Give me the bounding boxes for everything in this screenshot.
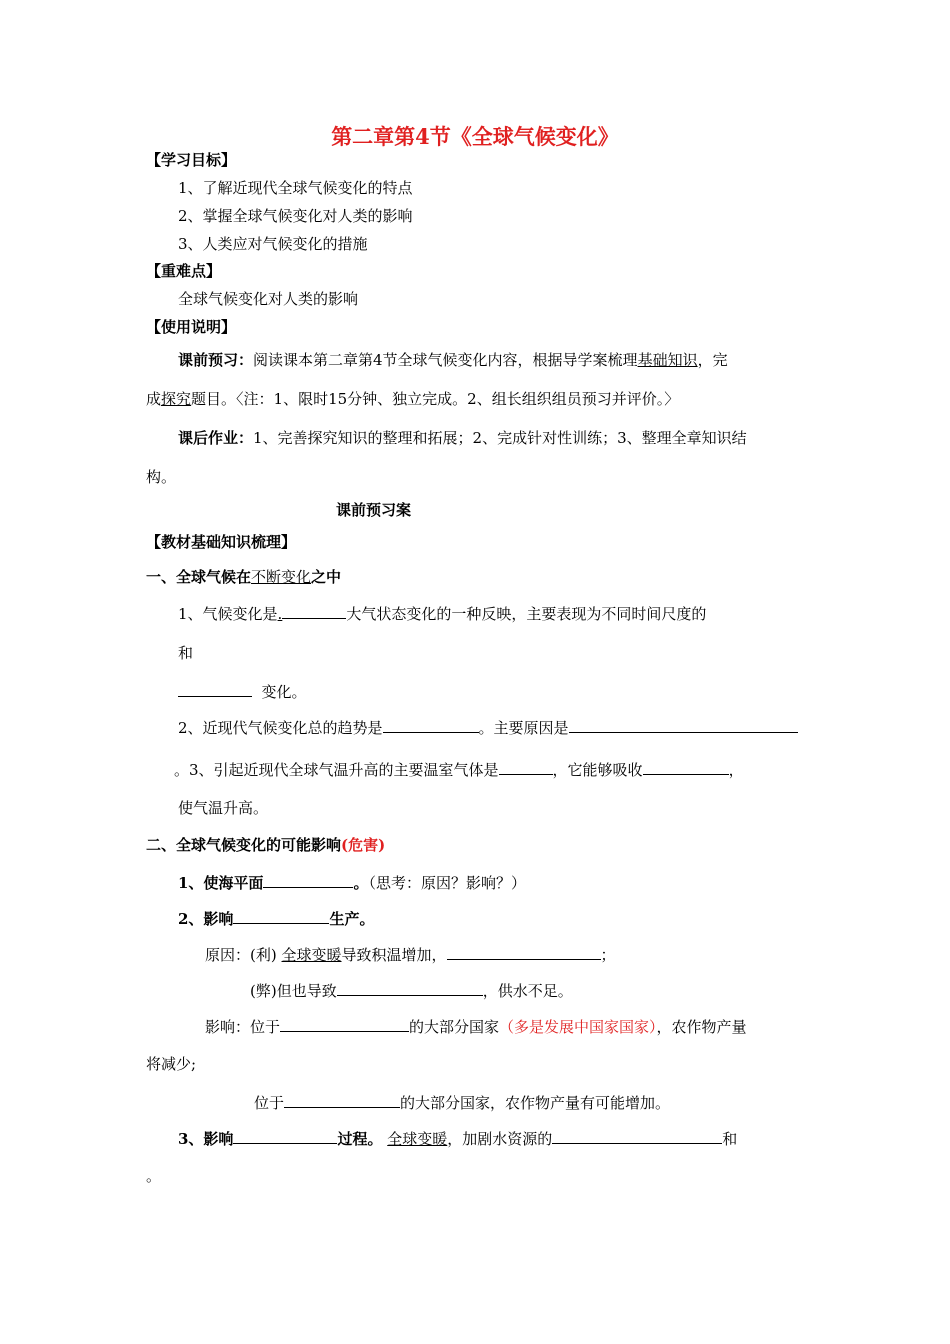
cause-text: ； [600, 946, 616, 964]
effect-text: 的大部分国家 [409, 1018, 500, 1036]
effect-text: ，农作物产量 [656, 1018, 747, 1036]
question-3 [174, 759, 744, 780]
impact-3-underlined: 全球变暖 [387, 1130, 448, 1148]
cause-text: 原因：(利) [205, 946, 277, 964]
blank-field[interactable] [643, 759, 729, 775]
blank-field[interactable] [263, 872, 353, 888]
homework-text: 1、完善探究知识的整理和拓展；2、完成针对性训练；3、整理全章知识结 [253, 429, 747, 447]
q3-text: ， [728, 761, 744, 779]
impact-2-text: 生产。 [329, 910, 375, 928]
homework-line [178, 428, 747, 448]
blank-field[interactable] [447, 944, 601, 960]
blank-field[interactable] [233, 908, 329, 924]
cause-pro [205, 944, 616, 965]
impact-3-text: ，加剧水资源的 [447, 1130, 553, 1148]
section2-heading [146, 835, 385, 855]
pre-study-text: 阅读课本第二章第4节全球气候变化内容，根据导学案梳理 [253, 351, 638, 369]
question-2 [178, 717, 798, 738]
pre-study-text: ，完 [697, 351, 728, 369]
q1-text: 变化。 [261, 683, 307, 701]
blank-field[interactable] [233, 1128, 337, 1144]
goals-heading: 【学习目标】 [146, 151, 237, 169]
blank-field[interactable] [280, 1016, 409, 1032]
blank-field[interactable] [337, 980, 483, 996]
cause-text: (弊)但也导致 [250, 982, 337, 1000]
impact-1-text: 。 [353, 874, 369, 892]
q1-text: 大气状态变化的一种反映，主要表现为不同时间尺度的 [346, 605, 707, 623]
q1-text: 1、气候变化是 [178, 605, 278, 623]
effect-text: 的大部分国家，农作物产量有可能增加。 [400, 1094, 671, 1112]
pre-study-text: 成 [146, 390, 162, 408]
q3-end: 使气温升高。 [178, 799, 269, 817]
blank-field[interactable] [569, 717, 798, 733]
impact-2-text: 2、影响 [178, 910, 234, 928]
q1-dot: . [277, 605, 283, 623]
section1-heading-text: 一、全球气候在 [146, 568, 252, 586]
page-title: 第二章第4节《全球气候变化》 [331, 124, 619, 149]
goal-item: 3、人类应对气候变化的措施 [178, 235, 368, 253]
cause-text: 导致积温增加， [341, 946, 447, 964]
section1-heading [146, 567, 341, 587]
effect-red-note: （多是发展中国家国家） [499, 1018, 657, 1036]
homework-label: 课后作业： [178, 429, 254, 447]
section2-heading-text: 二、全球气候变化的可能影响 [146, 836, 342, 854]
section1-heading-text: 之中 [311, 568, 342, 586]
q2-text: 。主要原因是 [478, 719, 569, 737]
blank-field[interactable] [178, 681, 252, 697]
usage-heading: 【使用说明】 [146, 318, 237, 336]
blank-field[interactable] [383, 717, 479, 733]
effect-text: 位于 [254, 1094, 285, 1112]
section1-heading-underlined: 不断变化 [251, 568, 312, 586]
blank-field[interactable] [552, 1128, 722, 1144]
cause-underlined: 全球变暖 [281, 946, 342, 964]
homework-line-2: 构。 [146, 468, 177, 486]
question-1 [178, 603, 706, 624]
pre-study-line [178, 350, 728, 370]
q1-change-line [178, 681, 307, 702]
key-points-text: 全球气候变化对人类的影响 [178, 290, 359, 308]
impact-3 [178, 1128, 737, 1149]
blank-field[interactable] [499, 759, 553, 775]
pre-study-note: 题目。〈注：1、限时15分钟、独立完成。2、组长组织组员预习并评价。〉 [191, 390, 680, 408]
pre-study-label: 课前预习： [178, 351, 254, 369]
explore-link: 探究 [161, 390, 192, 408]
impact-3-text: 和 [722, 1130, 738, 1148]
impact-1-think: （思考：原因？影响？） [368, 874, 526, 892]
effect-line-1 [205, 1016, 747, 1037]
cause-con [250, 980, 573, 1001]
effect-line-2: 将减少; [146, 1055, 197, 1073]
effect-text: 影响：位于 [205, 1018, 281, 1036]
blank-field[interactable] [284, 1092, 400, 1108]
blank-field[interactable] [282, 603, 346, 619]
goal-item: 2、掌握全球气候变化对人类的影响 [178, 207, 413, 225]
q1-and: 和 [178, 644, 194, 662]
impact-2 [178, 908, 374, 929]
basic-knowledge-link: 基础知识 [637, 351, 698, 369]
q2-text: 2、近现代气候变化总的趋势是 [178, 719, 383, 737]
q3-text: ，它能够吸收 [552, 761, 643, 779]
goal-item: 1、了解近现代全球气候变化的特点 [178, 179, 413, 197]
pre-study-line-2 [146, 389, 679, 409]
impact-3-text: 过程。 [337, 1130, 383, 1148]
cause-text: ，供水不足。 [482, 982, 573, 1000]
impact-1-text: 1、使海平面 [178, 874, 264, 892]
key-points-heading: 【重难点】 [146, 262, 222, 280]
q3-text: 。3、引起近现代全球气温升高的主要温室气体是 [174, 761, 499, 779]
impact-3-end: 。 [146, 1167, 162, 1185]
section2-heading-hazard: (危害) [341, 836, 386, 854]
textbook-heading: 【教材基础知识梳理】 [146, 533, 297, 551]
effect-line-3 [254, 1092, 670, 1113]
impact-1 [178, 872, 526, 893]
preview-title: 课前预习案 [336, 501, 412, 519]
impact-3-text: 3、影响 [178, 1130, 234, 1148]
